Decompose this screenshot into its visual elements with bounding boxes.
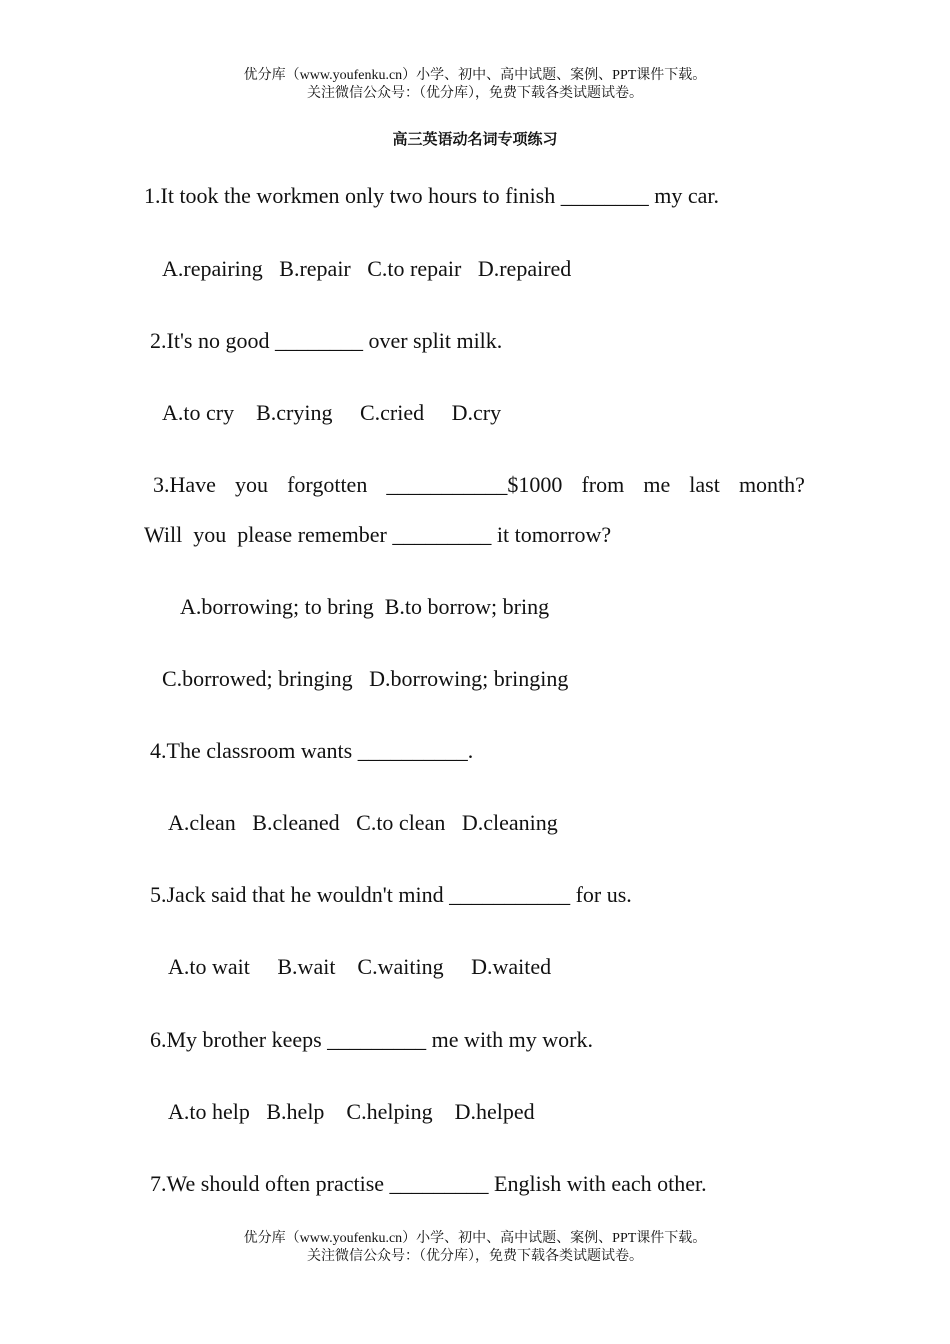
question-2-stem: 2.It's no good ________ over split milk. [150, 328, 503, 353]
footer-line-2: 关注微信公众号：（优分库），免费下载各类试题试卷。 [307, 1249, 643, 1264]
q3-word: from [581, 472, 625, 497]
question-3-options-1: A.borrowing; to bring B.to borrow; bring [180, 594, 550, 619]
question-1-stem: 1.It took the workmen only two hours to finish ________ my car. [144, 183, 719, 208]
question-4-options: A.clean B.cleaned C.to clean D.cleaning [168, 810, 558, 835]
question-6-options: A.to help B.help C.helping D.helped [168, 1099, 535, 1124]
q3-word: 3.Have [153, 472, 216, 497]
question-3-options-2: C.borrowed; bringing D.borrowing; bringing [162, 666, 569, 691]
question-2-options: A.to cry B.crying C.cried D.cry [162, 400, 502, 425]
footer-line-1: 优分库（www.youfenku.cn）小学、初中、高中试题、案例、PPT课件下载。 [243, 1231, 707, 1246]
q3-word: month? [738, 472, 805, 497]
question-7-stem: 7.We should often practise _________ English with each other. [150, 1171, 707, 1196]
question-1-options: A.repairing B.repair C.to repair D.repaired [162, 256, 572, 281]
question-6-stem: 6.My brother keeps _________ me with my work. [150, 1027, 593, 1052]
header-line-2: 关注微信公众号：（优分库），免费下载各类试题试卷。 [307, 86, 643, 101]
header-line-1: 优分库（www.youfenku.cn）小学、初中、高中试题、案例、PPT课件下载。 [243, 68, 707, 83]
q3-word: last [689, 472, 720, 497]
question-5-stem: 5.Jack said that he wouldn't mind ___________ for us. [150, 882, 632, 907]
q3-word: me [643, 472, 671, 497]
q3-word: forgotten [287, 472, 368, 497]
question-3-stem-line-1 [153, 472, 805, 498]
question-5-options: A.to wait B.wait C.waiting D.waited [168, 954, 552, 979]
q3-word: ___________$1000 [386, 472, 563, 497]
question-3-stem-line-2: Will you please remember _________ it tomorrow? [144, 522, 612, 547]
q3-word: you [235, 472, 268, 497]
page-title: 高三英语动名词专项练习 [392, 132, 558, 148]
question-4-stem: 4.The classroom wants __________. [150, 738, 474, 763]
